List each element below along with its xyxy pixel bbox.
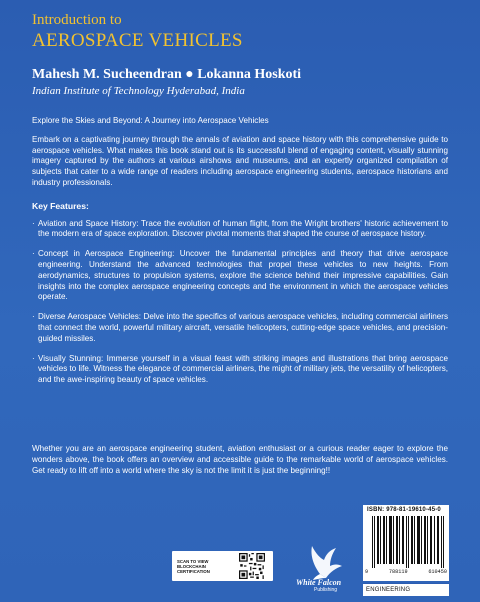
- barcode-digit-group: 610450: [428, 569, 447, 575]
- back-cover-blurb: [32, 116, 448, 395]
- bullet: ·: [32, 249, 35, 259]
- feature-text: Diverse Aerospace Vehicles: Delve into the specifics of various aerospace vehicles, including commercial airliners that connect the world, powerful military aircraft, versatile helicopters, cutting-edge space vehicles, and precision-guided missiles.: [38, 312, 448, 343]
- feature-item: [32, 312, 448, 344]
- feature-text: Concept in Aerospace Engineering: Uncover the fundamental principles and theory that drive aerospace engineering. Understand the advanced technologies that propel these vehicles to new heights. From aerodynamics, structures to propulsion systems, explore the science behind their impressive capabilities. Gain insights into the complex aerospace engineering concepts and the environment in which the aerospace vehicles operate.: [38, 249, 448, 302]
- publisher-name: White Falcon: [296, 578, 342, 587]
- barcode-digit-group: 788119: [388, 569, 408, 575]
- title-line-2: AEROSPACE VEHICLES: [32, 30, 243, 51]
- publisher-subtitle: Publishing: [314, 587, 338, 593]
- authors: Mahesh M. Sucheendran ● Lokanna Hoskoti: [32, 67, 302, 82]
- title-line-1: Introduction to: [32, 12, 122, 28]
- feature-text: Aviation and Space History: Trace the evolution of human flight, from the Wright brothers' historic achievement to the modern era of space exploration. Discover pivotal moments that shaped the course of aerospace history.: [38, 218, 448, 239]
- feature-text: Visually Stunning: Immerse yourself in a visual feast with striking images and illustrations that bring aerospace vehicles to life. Witness the elegance of commercial airliners, the might of military jets, the versatility of helicopters, and the awe-inspiring beauty of space vehicles.: [38, 353, 448, 385]
- barcode-digits: [365, 569, 447, 575]
- isbn-label: ISBN: 978-81-19610-45-0: [367, 507, 441, 513]
- bullet: ·: [32, 312, 35, 322]
- tagline: Explore the Skies and Beyond: A Journey into Aerospace Vehicles: [32, 116, 269, 125]
- qr-code-icon[interactable]: [239, 553, 265, 579]
- affiliation: Indian Institute of Technology Hyderabad, India: [32, 85, 245, 97]
- bullet: ·: [32, 353, 35, 363]
- key-features-heading: Key Features:: [32, 200, 89, 211]
- barcode-icon: [372, 516, 444, 568]
- category-label: ENGINEERING: [363, 583, 449, 596]
- intro-paragraph: Embark on a captivating journey through the annals of aviation and space history with this comprehensive guide to aerospace vehicles. What makes this book stand out is its successful blend of engaging content, visually stunning imagery captured by the authors at various airshows and museums, and an expertly organized compilation of subjects that cater to a wide range of readers including aerospace engineering students, aerospace historians and industry professionals.: [32, 134, 448, 187]
- barcode-digit-group: 9: [365, 569, 369, 575]
- feature-item: [32, 249, 448, 303]
- feature-item: [32, 354, 448, 386]
- qr-label: SCAN TO VIEW BLOCKCHAIN CERTIFICATION: [177, 558, 210, 574]
- isbn-barcode-panel: [363, 505, 449, 581]
- feature-item: [32, 219, 448, 241]
- closing-paragraph: Whether you are an aerospace engineering student, aviation enthusiast or a curious reader eager to explore the wonders above, the book offers an overview and accessible guide to the remarkable world of aerospace vehicles. Get ready to lift off into a world where the sky is not the limit it is just the beginning!!: [32, 444, 448, 475]
- blockchain-qr-panel[interactable]: [172, 551, 273, 581]
- bullet: ·: [32, 218, 35, 228]
